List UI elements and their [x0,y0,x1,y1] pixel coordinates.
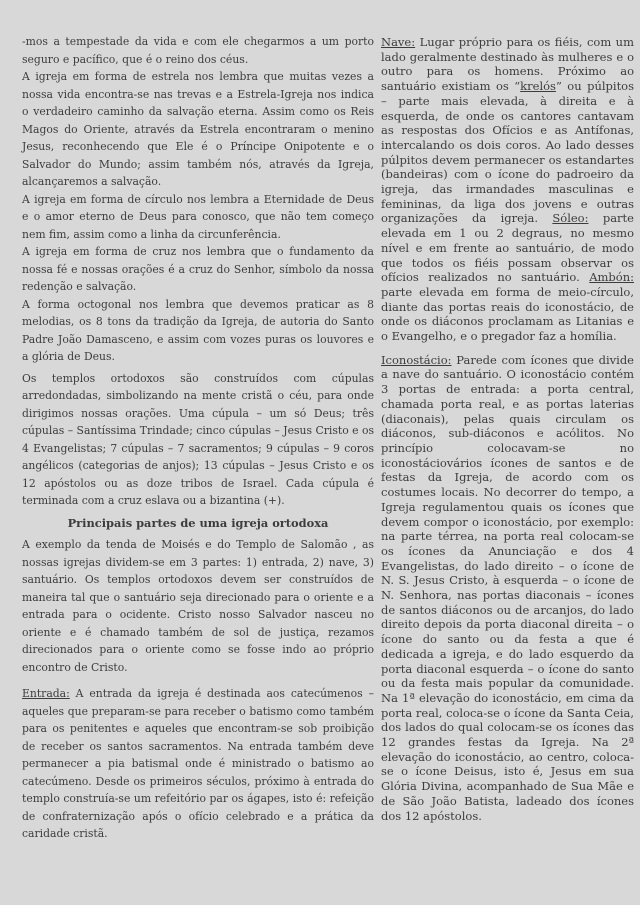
paragraph [22,685,374,843]
text-run: ” ou púlpitos – parte mais elevada, à direita e à esquerda, de onde os cantores cantavam as respostas dos Ofícios e as Antífonas, intercalando os dois coros. Ao lado desses púlpitos devem permanecer os estandartes (bandeiras) com o ícone do padroeiro da igreja, das irmandades masculinas e femininas, da liga dos jovens e outras organizações da igreja. [381,79,635,226]
underlined-term: Nave: [381,35,416,49]
text-run: A forma octogonal nos lembra que devemos praticar as 8 melodias, os 8 tons da tradição da Igreja, de autoria do Santo Padre João Damasceno, e assim com vozes puras os louvores e a glória de Deus. [22,297,374,363]
text-run: A igreja em forma de círculo nos lembra a Eternidade de Deus e o amor eterno de Deus para conosco, que não tem começo nem fim, assim como a linha da circunferência. [22,192,374,241]
text-run: A igreja em forma de estrela nos lembra que muitas vezes a nossa vida encontra-se nas trevas e a Estrela-Igreja nos indica o verdadeiro caminho da salvação eterna. Assim como os Reis Magos do Oriente, através da Estrela encontraram o menino Jesus, reconhecendo que Ele é o Príncipe Onipotente e o Salvador do Mundo; assim também nós, através da Igreja, alcançaremos a salvação. [22,70,374,188]
section-heading: Principais partes de uma igreja ortodoxa [67,515,329,530]
text-run: A igreja em forma de cruz nos lembra que o fundamento da nossa fé e nossas orações é a cruz do Senhor, símbolo da nossa redenção e salvação. [22,245,374,293]
underlined-term: krelós [520,79,556,94]
paragraph [22,33,374,68]
text-run: Lugar próprio para os fiéis, com um lado geralmente destinado às mulheres e o outro para os homens. Próximo ao santuário existiam os “ [381,35,634,94]
left-column [22,33,374,843]
paragraph [22,370,374,510]
paragraph [22,296,374,366]
text-run: Parede com ícones que divide a nave do santuário. O iconostácio contém 3 portas de entrada: a porta central, chamada porta real, e as portas laterias (diaconais), pelas quais circulam os diáconos, sub-diáconos e acólitos. No princípio colocavam-se no iconostáciovários ícones de santos e de festas da Igreja, de acordo com os costumes locais. No decorrer do tempo, a Igreja regulamentou quais os ícones que devem compor o iconostácio, por exemplo: na parte térrea, na porta real colocam-se os ícones da Anunciação e dos 4 Evangelistas, do lado direito – o ícone de N. S. Jesus Cristo, à esquerda – o ícone de N. Senhora, nas portas diaconais – ícones de santos diáconos ou de arcanjos, do lado direito depois da porta diaconal direita – o ícone do santo ou da festa a que é dedicada a igreja, e do lado esquerdo da porta diaconal esquerda – o ícone do santo ou da festa mais popular da comunidade. Na 1ª elevação do iconostácio, em cima da porta real, coloca-se o ícone da Santa Ceia, dos lados do qual colocam-se os ícones das 12 grandes festas da Igreja. Na 2ª elevação do iconostácio, ao centro, coloca-se o ícone Deisus, isto é, Jesus em sua Glória Divina, acompanhado de Sua Mãe e de São João Batista, ladeado dos ícones dos 12 apóstolos. [381,352,635,823]
right-column [381,35,634,823]
underlined-term: Entrada: [22,687,70,700]
underlined-term: Sóleo: [552,211,589,226]
text-run: Os templos ortodoxos são construídos com cúpulas arredondadas, simbolizando na mente cristã o céu, para onde dirigimos nossas orações. Uma cúpula – um só Deus; três cúpulas – Santíssima Trindade; cinco cúpulas – Jesus Cristo e os 4 Evangelistas; 7 cúpulas – 7 sacramentos; 9 cúpulas – 9 coros angélicos (categorias de anjos); 13 cúpulas – Jesus Cristo e os 12 apóstolos ou as doze tribos de Israel. Cada cúpula é terminada com a cruz eslava ou a bizantina (+). [22,371,374,507]
text-run: A entrada da igreja é destinada aos catecúmenos – aqueles que preparam-se para receber o batismo como também para os penitentes e aqueles que encontram-se sob proibição de receber os santos sacramentos. Na entrada também deve permanecer a pia batismal onde é ministrado o batismo ao catecúmeno. Desde os primeiros séculos, próximo à entrada do templo construía-se um refeitório par os ágapes, isto é: refeição de confraternização após o ofício celebrado e a prática da caridade cristã. [22,687,374,840]
paragraph [381,353,634,824]
text-run: parte elevada em 1 ou 2 degraus, no mesmo nível e em frente ao santuário, de modo que todos os fiéis possam observar os ofícios realizados no santuário. [381,211,634,285]
text-run: -mos a tempestade da vida e com ele chegarmos a um porto seguro e pacífico, que é o reino dos céus. [22,35,374,66]
paragraph [22,191,374,244]
paragraph [22,243,374,296]
underlined-term: Ambón: [589,270,634,285]
paragraph [22,536,374,676]
text-run: A exemplo da tenda de Moisés e do Templo de Salomão , as nossas igrejas dividem-se em 3 partes: 1) entrada, 2) nave, 3) santuário. Os templos ortodoxos devem ser construídos de maneira tal que o santuário seja direcionado para o oriente e a entrada para o ocidente. Cristo nosso Salvador nasceu no oriente e é chamado também de sol de justiça, rezamos direcionados para o oriente como se fosse indo ao próprio encontro de Cristo. [22,538,374,674]
underlined-term: Iconostácio: [381,352,452,367]
paragraph [22,68,374,191]
paragraph [381,35,634,344]
text-run: parte elevada em forma de meio-círculo, diante das portas reais do iconostácio, de onde os diáconos proclamam as Litanias e o Evangelho, e o pregador faz a homília. [381,284,634,344]
